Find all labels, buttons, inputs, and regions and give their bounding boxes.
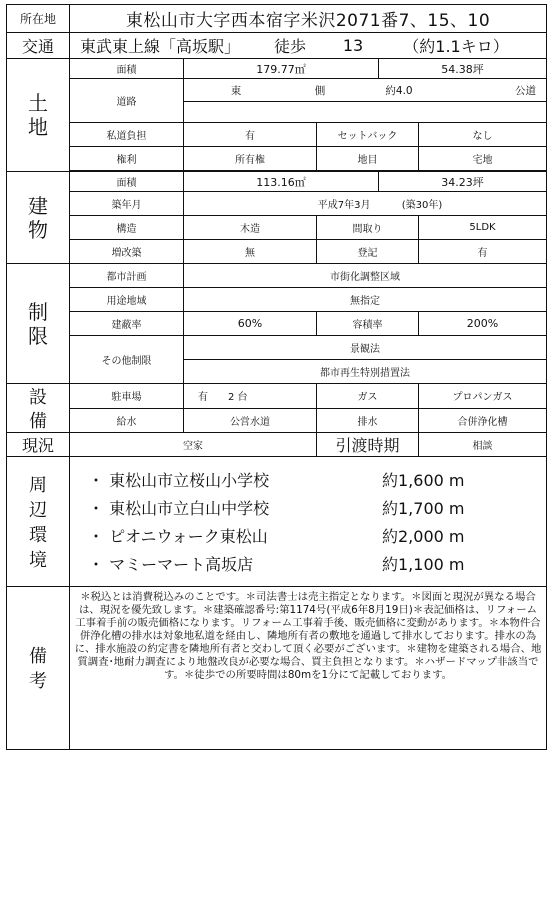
zoning-value: 無指定 (184, 288, 547, 312)
far-value: 200% (419, 312, 547, 336)
structure-label: 構造 (70, 216, 184, 240)
land-category-label: 地目 (317, 147, 419, 171)
surroundings-item-distance: 約2,000 m (382, 527, 465, 546)
coverage-label: 建蔽率 (70, 312, 184, 336)
surroundings-item (88, 466, 546, 494)
surroundings-item-name: ・ 東松山市立桜山小学校 (88, 471, 270, 490)
land-road-label: 道路 (70, 79, 184, 123)
renovation-label: 増改築 (70, 240, 184, 264)
water-label: 給水 (70, 408, 184, 433)
zoning-label: 用途地域 (70, 288, 184, 312)
building-label (7, 172, 70, 264)
water-value: 公営水道 (184, 408, 317, 433)
registration-value: 有 (419, 240, 547, 264)
restrictions-label-text: 制 限 (28, 299, 48, 348)
drain-label: 排水 (317, 408, 419, 433)
surroundings-item (88, 550, 546, 578)
city-plan-label: 都市計画 (70, 264, 184, 288)
land-label-text: 土 地 (28, 91, 48, 139)
road-width: 約4.0 (385, 84, 413, 97)
gas-value: プロパンガス (419, 384, 547, 409)
building-area-label: 面積 (70, 172, 184, 192)
property-sheet (6, 4, 547, 750)
facilities-label-text: 設 備 (29, 387, 47, 432)
status-value: 空家 (70, 433, 317, 457)
private-road-value: 有 (184, 123, 317, 147)
city-plan-value: 市街化調整区域 (184, 264, 547, 288)
surroundings-item-distance: 約1,600 m (382, 471, 465, 490)
building-area-m2: 113.16㎡ (184, 172, 379, 192)
coverage-value: 60% (184, 312, 317, 336)
built-age: (築30年) (401, 200, 443, 211)
other-restrictions-label: その他制限 (70, 336, 184, 384)
renovation-value: 無 (184, 240, 317, 264)
building-area-tsubo: 34.23坪 (379, 172, 547, 192)
transport-value (70, 33, 547, 59)
registration-label: 登記 (317, 240, 419, 264)
restrictions-label (7, 264, 70, 384)
land-road-info (184, 79, 547, 102)
facilities-label (7, 384, 70, 433)
land-area-tsubo: 54.38坪 (379, 59, 547, 79)
land-area-label: 面積 (70, 59, 184, 79)
other-restriction-2: 都市再生特別措置法 (184, 360, 547, 384)
surroundings-item-name: ・ 東松山市立白山中学校 (88, 499, 270, 518)
surroundings-item-distance: 約1,700 m (382, 499, 465, 518)
surroundings-item-name: ・ マミーマート高坂店 (88, 555, 254, 574)
floorplan-value: 5LDK (419, 216, 547, 240)
surroundings-item-name: ・ ピオニウォーク東松山 (88, 527, 268, 546)
structure-value: 木造 (184, 216, 317, 240)
parking-label: 駐車場 (70, 384, 184, 409)
transport-label: 交通 (7, 33, 70, 59)
transport-minutes: 13 (342, 36, 364, 55)
road-direction: 東 (230, 84, 242, 97)
gas-label: ガス (317, 384, 419, 409)
land-category-value: 宅地 (419, 147, 547, 171)
drain-value: 合併浄化槽 (419, 408, 547, 433)
rights-value: 所有権 (184, 147, 317, 171)
surroundings-list (70, 457, 547, 587)
built-value (184, 192, 547, 216)
land-area-m2: 179.77㎡ (184, 59, 379, 79)
surroundings-item-distance: 約1,100 m (382, 555, 465, 574)
handover-value: 相談 (419, 433, 547, 457)
other-restriction-1: 景観法 (184, 336, 547, 360)
remarks-label (7, 587, 70, 750)
handover-label: 引渡時期 (317, 433, 419, 457)
location-label: 所在地 (7, 5, 70, 33)
surroundings-item (88, 522, 546, 550)
built-label: 築年月 (70, 192, 184, 216)
far-label: 容積率 (317, 312, 419, 336)
parking-value-text: 有 2 台 (198, 392, 248, 404)
transport-distance: （約1.1キロ） (403, 37, 509, 56)
land-road-extra (184, 102, 547, 123)
transport-walk: 徒歩 (274, 37, 307, 56)
setback-value: なし (419, 123, 547, 147)
road-type: 公道 (515, 84, 536, 97)
parking-value (184, 384, 317, 409)
remarks-label-text: 備 考 (29, 646, 47, 692)
rights-label: 権利 (70, 147, 184, 171)
surroundings-item (88, 494, 546, 522)
land-label (7, 59, 70, 172)
private-road-label: 私道負担 (70, 123, 184, 147)
road-side: 側 (314, 84, 326, 97)
status-label: 現況 (7, 433, 70, 457)
surroundings-label (7, 457, 70, 587)
setback-label: セットバック (317, 123, 419, 147)
transport-line: 東武東上線「高坂駅」 (80, 37, 241, 56)
surroundings-label-text: 周 辺 環 境 (29, 474, 47, 571)
built-date: 平成7年3月 (317, 200, 371, 211)
location-value: 東松山市大字西本宿字米沢2071番7、15、10 (70, 5, 547, 33)
floorplan-label: 間取り (317, 216, 419, 240)
building-label-text: 建 物 (28, 193, 48, 242)
remarks-text: ＊税込とは消費税込みのことです。＊司法書士は売主指定となります。＊図面と現況が異なる場合は、現況を優先致します。＊建築確認番号:第1174号(平成6年8月19日)＊表記価格は、リフォーム工事着手前の販売価格になります。リフォーム工事着手後、販売価格に変動があります。＊本物件合併浄化槽の排水は対象地私道を経由し、隣地所有者の敷地を通過して排水しております。排水の為に、排水施設の約定書を隣地所有者と交わして頂く必要がございます。＊建物を建築される場合、地質調査･地耐力調査により地盤改良が必要な場合、買主負担となります。＊ハザードマップ非該当です。＊徒歩での所要時間は80mを1分にて記載しております。 (70, 587, 547, 750)
